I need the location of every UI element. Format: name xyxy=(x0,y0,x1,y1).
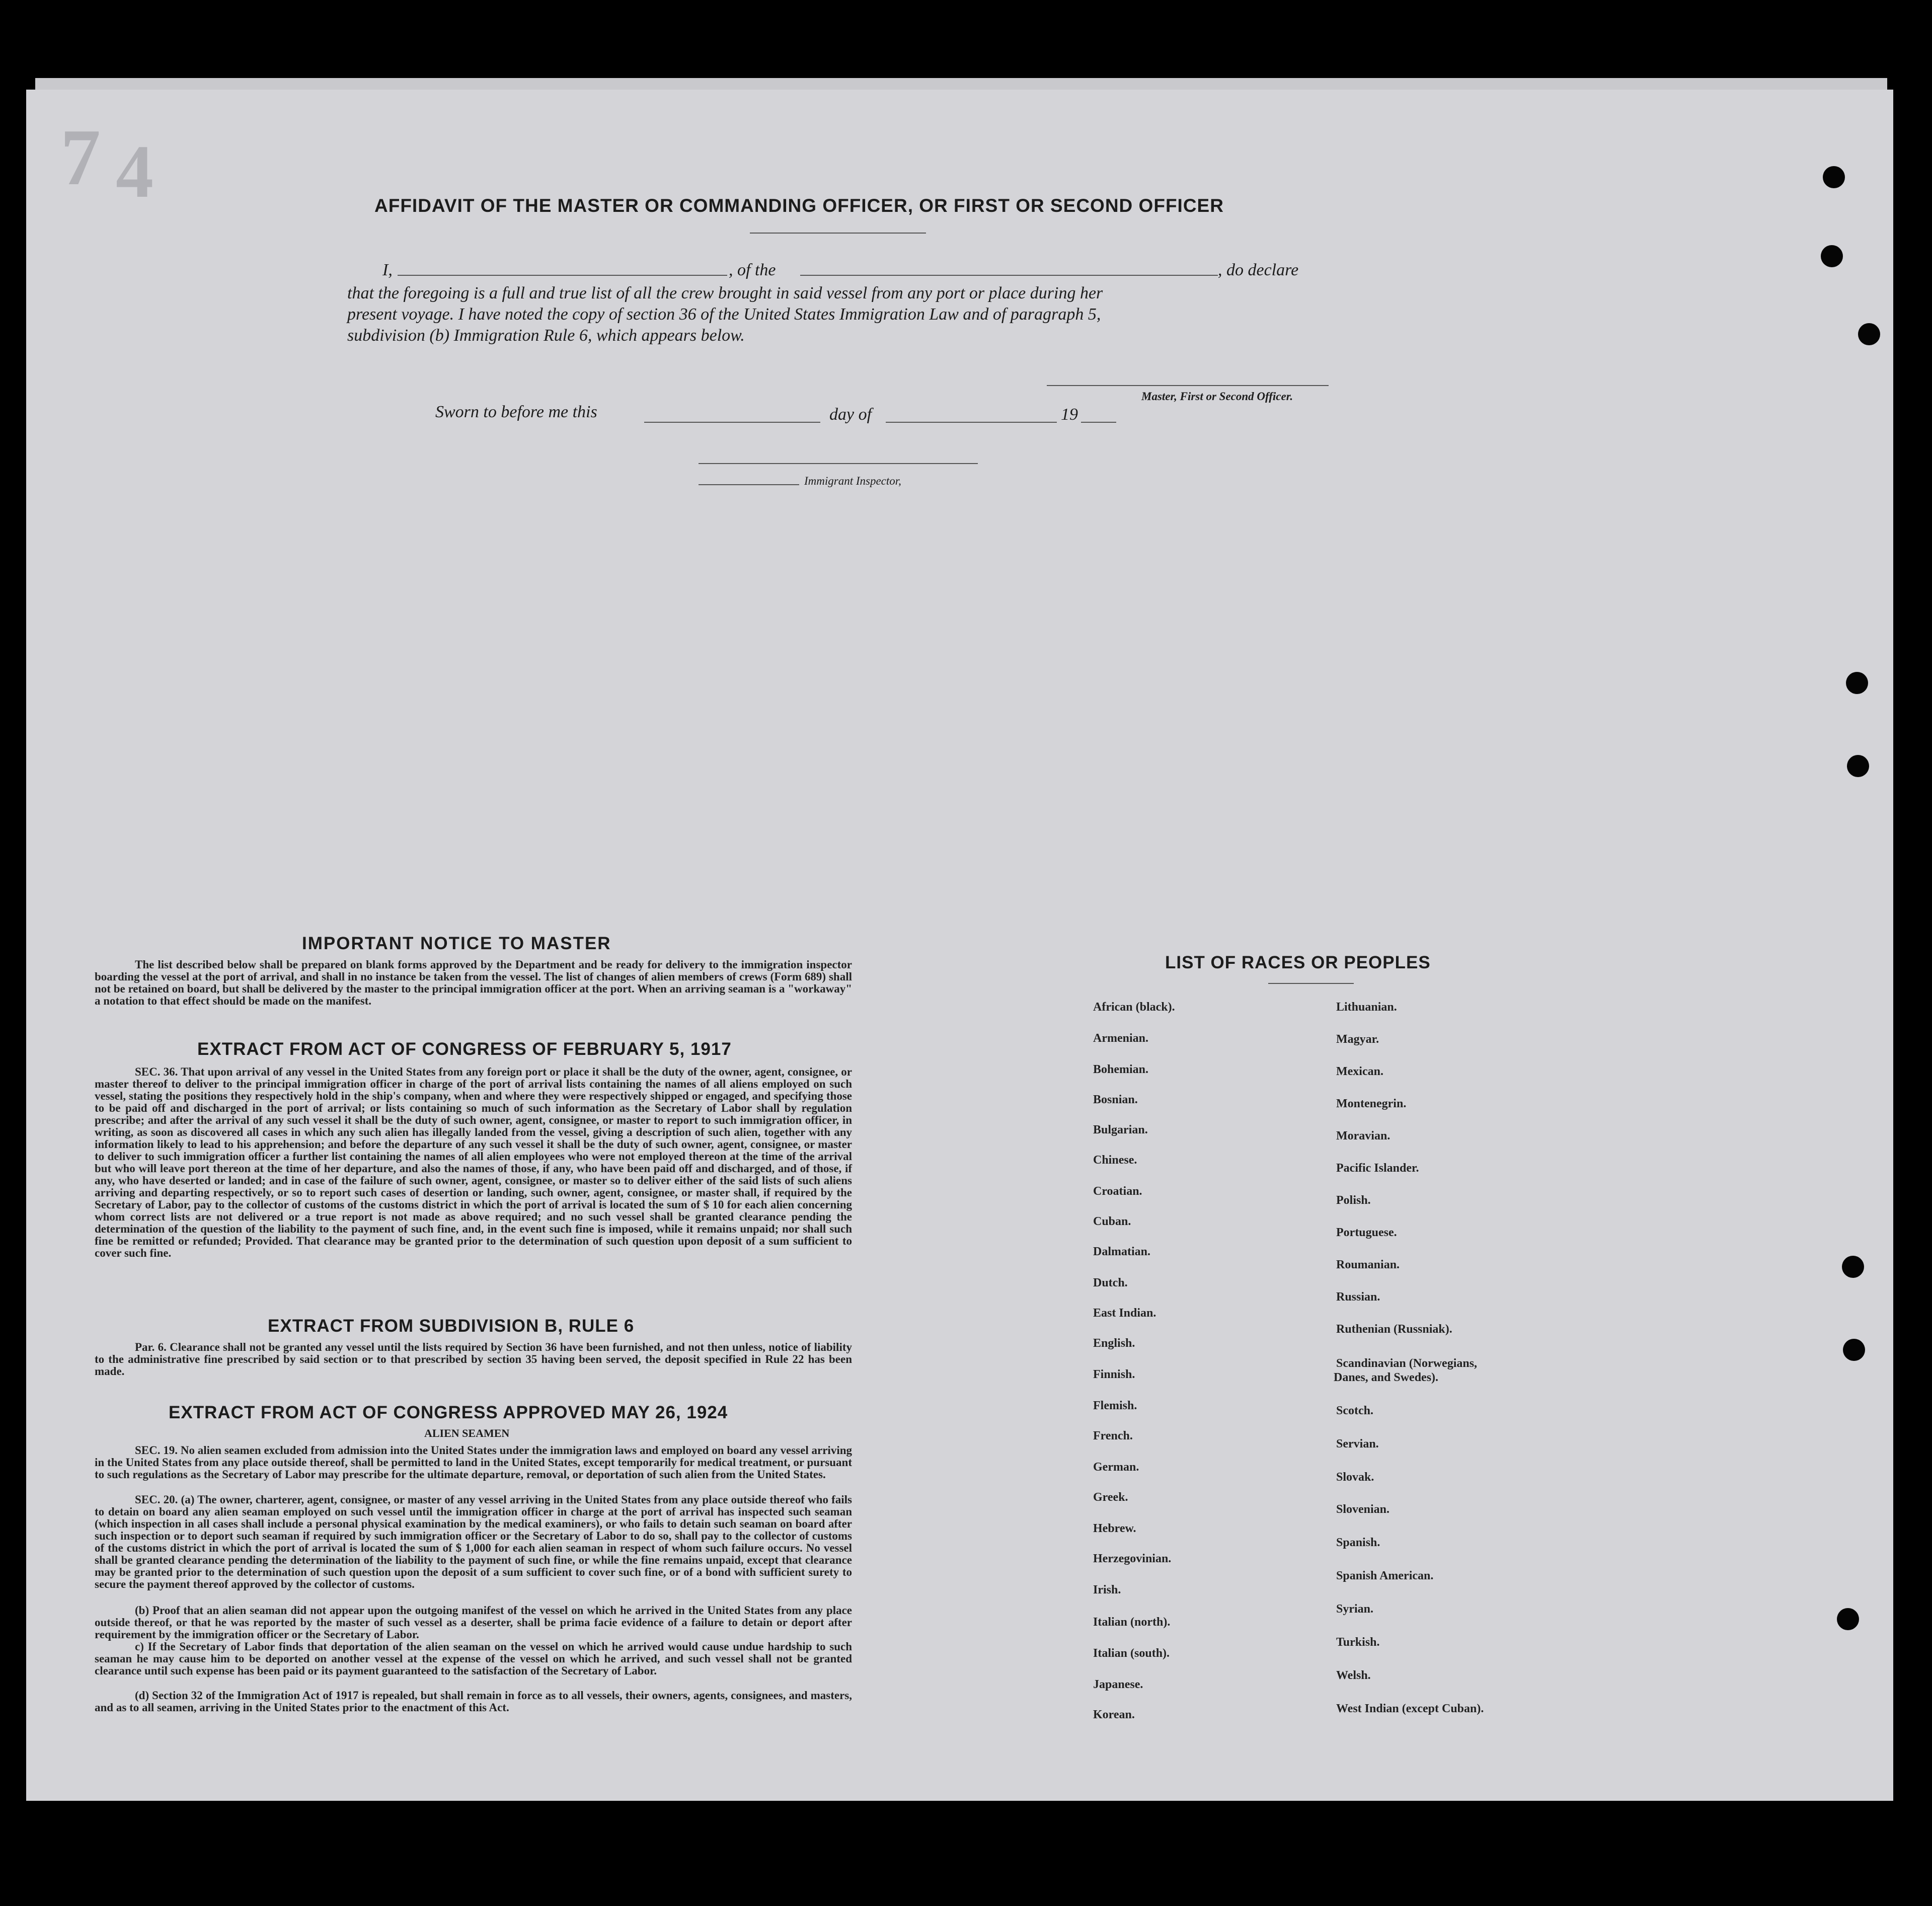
extract1924-sec19: SEC. 19. No alien seamen excluded from admission into the United States under the immigration laws and employed on board any vessel arriving in the United States from any place outside thereof, shall be permitted to land in the United States, except temporarily for medical treatment, or pursuant to such regulations as the Secretary of Labor may prescribe for the ultimate departure, removal, or deportation of such alien from the United States. xyxy=(95,1444,852,1481)
race-item: West Indian (except Cuban). xyxy=(1336,1702,1484,1715)
race-item: French. xyxy=(1093,1429,1133,1442)
race-item: East Indian. xyxy=(1093,1307,1156,1320)
signature-label: Master, First or Second Officer. xyxy=(1141,390,1293,403)
extractRule6-text: Par. 6. Clearance shall not be granted any vessel until the lists required by Section 36 have been furnished, and not then unless, notice of liability to the administrative fine prescribed by said section or to that prescribed by section 35 having been served, the deposit specified in Rule 22 has been made. xyxy=(95,1341,852,1378)
notice-text: The list described below shall be prepared on blank forms approved by the Department and be ready for delivery to the immigration inspector boarding the vessel at the port of arrival, and shall in no instance be taken from the vessel. The list of changes of alien members of crews (Form 689) shall not be retained on board, but shall be delivered by the master to the principal immigration officer at the port. When an arriving seaman is a "workaway" a notation to that effect should be made on the manifest. xyxy=(95,958,852,1007)
extract1924-sec20a: SEC. 20. (a) The owner, charterer, agent, consignee, or master of any vessel arriving in the United States from any place outside thereof who fails to detain on board any alien seaman employed on such vessel until the immigration officer in charge at the port of arrival has inspected such seaman (which inspection in all cases shall include a personal physical examination by the medical examiners), or who fails to detain such seaman on board after such inspection or to deport such seaman if required by such immigration officer or the Secretary of Labor to do so, shall pay to the collector of customs of the customs district in which the port of arrival is located the sum of $ 1,000 for each alien seaman in respect of whom such failure occurs. No vessel shall be granted clearance pending the determination of the liability to the payment of such fine, or while the fine remains unpaid, except that clearance may be granted prior to the determination of such question upon the deposit of a sum sufficient to cover such fine, or of a bond with sufficient surety to secure the payment thereof approved by the collector of customs. xyxy=(95,1493,852,1590)
race-item: Italian (south). xyxy=(1093,1647,1170,1660)
affidavit-body-line3: subdivision (b) Immigration Rule 6, which appears below. xyxy=(347,326,745,345)
punch-hole xyxy=(1843,1339,1865,1361)
inspector-signature-field[interactable] xyxy=(699,463,978,464)
name-field[interactable] xyxy=(398,275,727,276)
race-item: Cuban. xyxy=(1093,1215,1131,1228)
race-item: Mexican. xyxy=(1336,1065,1383,1078)
race-item: English. xyxy=(1093,1337,1135,1350)
sworn-text: Sworn to before me this xyxy=(435,403,597,421)
extract1924-subtitle: ALIEN SEAMEN xyxy=(424,1427,510,1439)
inspector-line-left xyxy=(699,484,799,485)
race-item: Finnish. xyxy=(1093,1368,1135,1381)
extract1924-sec20c: c) If the Secretary of Labor finds that deportation of the alien seaman on the vessel on which he arrived would cause undue hardship to such seaman he may cause him to be deported on another vessel at the expense of the vessel on which he arrived, and such vessel shall not be granted clearance until such expense has been paid or its payment guaranteed to the satisfaction of the Secretary of Labor. xyxy=(95,1640,852,1677)
race-item: Slovenian. xyxy=(1336,1503,1390,1516)
year-label: 19 xyxy=(1061,405,1078,424)
affidavit-body-line1: that the foregoing is a full and true list of all the crew brought in said vessel from any port or place during her xyxy=(347,284,1103,302)
race-item: Korean. xyxy=(1093,1708,1135,1721)
extract1924-sec20b: (b) Proof that an alien seaman did not appear upon the outgoing manifest of the vessel on which he arrived in the United States from any place outside thereof, or that he was reported by the master of such vessel as a deserter, shall be prima facie evidence of a failure to detain or deport after requirement by the immigration officer or the Secretary of Labor. xyxy=(95,1604,852,1641)
race-item: Turkish. xyxy=(1336,1636,1380,1649)
punch-hole xyxy=(1823,166,1845,188)
race-item: Roumanian. xyxy=(1336,1258,1400,1271)
punch-hole xyxy=(1821,245,1843,267)
race-item: Bosnian. xyxy=(1093,1093,1138,1106)
affidavit-i-label: I, xyxy=(382,261,393,279)
race-item: Flemish. xyxy=(1093,1399,1137,1412)
race-item: Montenegrin. xyxy=(1336,1097,1407,1110)
extract1924-title: EXTRACT FROM ACT OF CONGRESS APPROVED MAY 26, 1924 xyxy=(169,1403,728,1422)
signature-field[interactable] xyxy=(1047,385,1329,386)
punch-hole xyxy=(1846,672,1868,694)
race-item: Lithuanian. xyxy=(1336,1001,1397,1014)
race-item: Polish. xyxy=(1336,1194,1371,1207)
punch-hole xyxy=(1842,1256,1864,1278)
race-item: Chinese. xyxy=(1093,1154,1137,1167)
bleed-through-mark: 4 xyxy=(116,130,153,213)
race-item: Spanish. xyxy=(1336,1536,1380,1549)
notice-title: IMPORTANT NOTICE TO MASTER xyxy=(302,934,611,953)
race-item: Dalmatian. xyxy=(1093,1245,1150,1258)
punch-hole xyxy=(1858,323,1880,345)
race-item: African (black). xyxy=(1093,1001,1175,1014)
race-item: Slovak. xyxy=(1336,1471,1374,1484)
race-item: Japanese. xyxy=(1093,1678,1143,1691)
race-item: Greek. xyxy=(1093,1491,1128,1504)
race-item: Moravian. xyxy=(1336,1129,1390,1142)
affidavit-of-the: , of the xyxy=(729,261,776,279)
punch-hole xyxy=(1837,1608,1859,1630)
race-item: Scandinavian (Norwegians, xyxy=(1336,1357,1478,1370)
race-item: Magyar. xyxy=(1336,1033,1379,1046)
race-item: Dutch. xyxy=(1093,1276,1128,1289)
title-underline xyxy=(750,233,926,234)
bleed-through-mark: 7 xyxy=(60,112,101,202)
race-item: German. xyxy=(1093,1461,1139,1474)
race-item: Hebrew. xyxy=(1093,1522,1136,1535)
sworn-month-field[interactable] xyxy=(886,422,1057,423)
sworn-year-field[interactable] xyxy=(1081,422,1116,423)
race-item: Pacific Islander. xyxy=(1336,1162,1419,1175)
extract1924-sec20d: (d) Section 32 of the Immigration Act of 1917 is repealed, but shall remain in force as to all vessels, their owners, agents, consignees, and masters, and as to all seamen, arriving in the United States prior to the enactment of this Act. xyxy=(95,1689,852,1714)
vessel-field[interactable] xyxy=(800,275,1218,276)
race-item: Russian. xyxy=(1336,1290,1380,1304)
race-item: Syrian. xyxy=(1336,1603,1374,1616)
affidavit-body-line2: present voyage. I have noted the copy of section 36 of the United States Immigration Law and of paragraph 5, xyxy=(347,305,1101,324)
race-item: Portuguese. xyxy=(1336,1226,1397,1239)
race-item: Bulgarian. xyxy=(1093,1123,1148,1136)
race-item: Croatian. xyxy=(1093,1185,1142,1198)
race-item: Scotch. xyxy=(1336,1404,1373,1417)
races-title: LIST OF RACES OR PEOPLES xyxy=(1165,953,1431,972)
race-item: Danes, and Swedes). xyxy=(1334,1371,1439,1384)
race-item: Armenian. xyxy=(1093,1032,1148,1045)
race-item: Herzegovinian. xyxy=(1093,1552,1172,1565)
race-item: Bohemian. xyxy=(1093,1063,1149,1076)
affidavit-do-declare: , do declare xyxy=(1218,261,1299,279)
race-item: Irish. xyxy=(1093,1583,1121,1596)
race-item: Ruthenian (Russniak). xyxy=(1336,1323,1452,1336)
race-item: Welsh. xyxy=(1336,1669,1371,1682)
extractRule6-title: EXTRACT FROM SUBDIVISION B, RULE 6 xyxy=(268,1316,635,1336)
race-item: Italian (north). xyxy=(1093,1616,1171,1629)
race-item: Spanish American. xyxy=(1336,1569,1434,1582)
sworn-day-field[interactable] xyxy=(644,422,820,423)
race-item: Servian. xyxy=(1336,1437,1379,1451)
inspector-label: Immigrant Inspector, xyxy=(804,475,901,487)
day-of-label: day of xyxy=(829,405,872,424)
affidavit-title: AFFIDAVIT OF THE MASTER OR COMMANDING OFFICER, OR FIRST OR SECOND OFFICER xyxy=(374,195,1224,216)
races-title-underline xyxy=(1268,983,1354,984)
punch-hole xyxy=(1847,755,1869,777)
extract1917-text: SEC. 36. That upon arrival of any vessel in the United States from any foreign port or place it shall be the duty of the owner, agent, consignee, or master thereof to deliver to the principal immigration officer in charge of the port of arrival lists containing the names of all aliens employed on such vessel, stating the positions they respectively hold in the ship's company, when and where they were respectively shipped or engaged, and specifying those to be paid off and discharged in the port of arrival; or lists containing so much of such information as the Secretary of Labor shall by regulation prescribe; and after the arrival of any such vessel it shall be the duty of such owner, agent, consignee, or master to report to such immigration officer, in writing, as soon as discovered all cases in which any such alien has illegally landed from the vessel, giving a description of such alien, together with any information likely to lead to his apprehension; and before the departure of any such vessel it shall be the duty of such owner, agent, consignee, or master to deliver to such immigration officer a further list containing the names of all alien employees who were not employed thereon at the time of the arrival but who will leave port thereon at the time of her departure, and also the names of those, if any, who have been paid off and discharged, and of those, if any, who have deserted or landed; and in case of the failure of such owner, agent, consignee, or master so to deliver either of the said lists of such aliens arriving and departing respectively, or so to report such cases of desertion or landing, such owner, agent, consignee, or master shall, if required by the Secretary of Labor, pay to the collector of customs of the customs district in which the port of arrival is located the sum of $ 10 for each alien concerning whom correct lists are not delivered or a true report is not made as above required; and no such vessel shall be granted clearance pending the determination of the question of the liability to the payment of such fine, and, in the event such fine is imposed, while it remains unpaid; nor shall such fine be remitted or refunded; Provided. That clearance may be granted prior to the determination of such question upon deposit of a sum sufficient to cover such fine. xyxy=(95,1065,852,1259)
extract1917-title: EXTRACT FROM ACT OF CONGRESS OF FEBRUARY 5, 1917 xyxy=(197,1039,732,1059)
